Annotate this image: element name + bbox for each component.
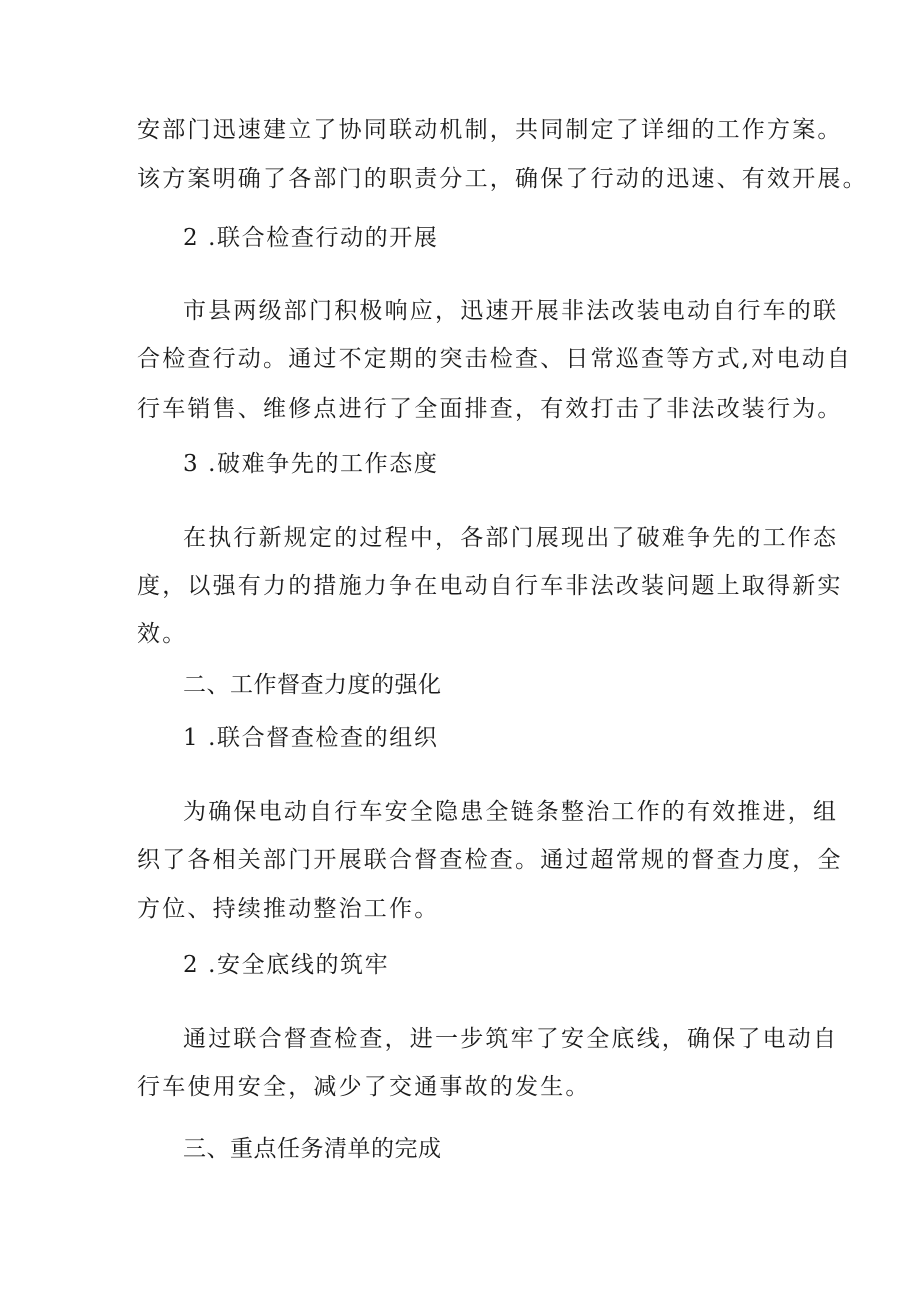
paragraph-line: 该方案明确了各部门的职责分工，确保了行动的迅速、有效开展。 [137, 166, 868, 192]
paragraph-line: 在执行新规定的过程中，各部门展现出了破难争先的工作态 [183, 525, 839, 551]
paragraph-line: 度，以强有力的措施力争在电动自行车非法改装问题上取得新实 [137, 573, 843, 599]
section-heading: 二、工作督查力度的强化 [183, 672, 442, 698]
paragraph-line: 行车使用安全，减少了交通事故的发生。 [137, 1074, 591, 1100]
section-heading: 三、重点任务清单的完成 [183, 1136, 442, 1162]
subsection-title: 3 .破难争先的工作态度 [183, 451, 439, 477]
paragraph-line: 合检查行动。通过不定期的突击检查、日常巡查等方式,对电动自 [137, 346, 853, 372]
paragraph-line: 通过联合督查检查，进一步筑牢了安全底线，确保了电动自 [183, 1026, 839, 1052]
paragraph-line: 行车销售、维修点进行了全面排查，有效打击了非法改装行为。 [137, 396, 843, 422]
subsection-title: 2 .联合检查行动的开展 [183, 225, 439, 251]
subsection-title: 1 .联合督查检查的组织 [183, 725, 439, 751]
paragraph-line: 为确保电动自行车安全隐患全链条整治工作的有效推进，组 [183, 799, 839, 825]
paragraph-line: 安部门迅速建立了协同联动机制，共同制定了详细的工作方案。 [137, 117, 843, 143]
paragraph-line: 织了各相关部门开展联合督查检查。通过超常规的督查力度，全 [137, 847, 843, 873]
paragraph-line: 方位、持续推动整治工作。 [137, 896, 440, 922]
paragraph-line: 效。 [137, 621, 188, 647]
subsection-title: 2 .安全底线的筑牢 [183, 952, 390, 978]
paragraph-line: 市县两级部门积极响应，迅速开展非法改装电动自行车的联 [183, 298, 839, 324]
